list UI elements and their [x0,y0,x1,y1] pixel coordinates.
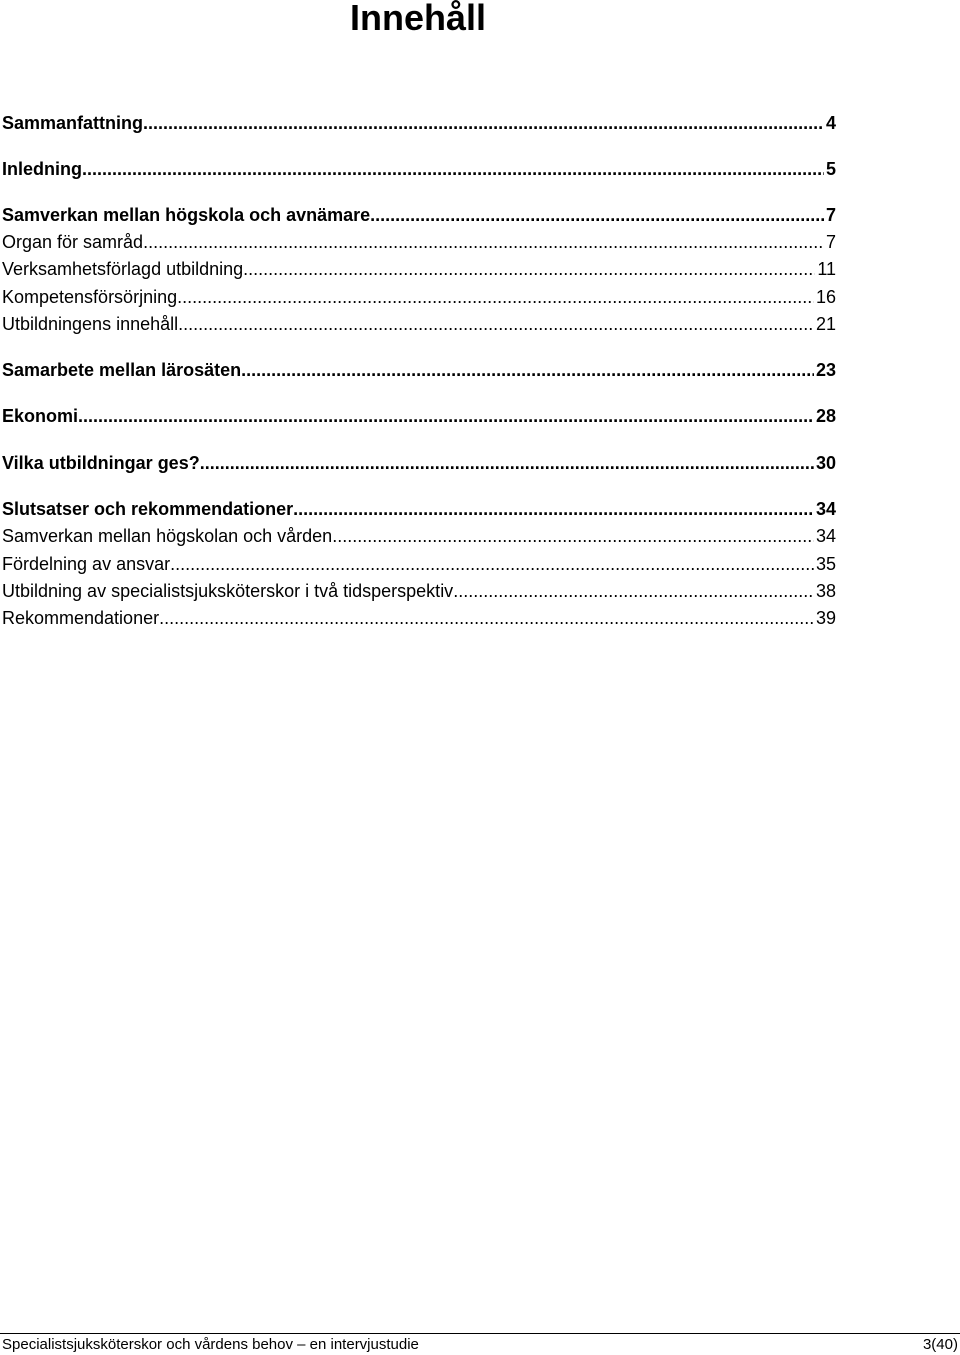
toc-dot-leader [82,158,824,180]
toc-entry-label: Samverkan mellan högskola och avnämare [2,205,371,225]
toc-dot-leader [453,580,814,602]
toc-entry-label: Verksamhetsförlagd utbildning [2,259,244,279]
toc-entry-page: 30 [815,453,836,473]
toc-entry-page: 38 [815,581,836,601]
toc-entry-label: Inledning [2,159,82,179]
toc-entry-page: 21 [815,314,836,334]
page-title: Innehåll [349,0,487,38]
toc-entry-vilka-utbildningar[interactable] [2,452,836,474]
toc-dot-leader [241,359,814,381]
toc-entry-rekommendationer[interactable] [2,607,836,629]
toc-entry-label: Ekonomi [2,406,79,426]
toc-entry-label: Organ för samråd [2,232,144,252]
toc-entry-utbildning-tidsperspektiv[interactable] [2,580,836,602]
toc-entry-fordelning-av-ansvar[interactable] [2,553,836,575]
toc-dot-leader [293,498,814,520]
toc-entry-samverkan-hogskolan-varden[interactable] [2,525,836,547]
toc-entry-label: Sammanfattning [2,113,144,133]
toc-entry-label: Fördelning av ansvar [2,554,171,574]
toc-entry-page: 34 [815,526,836,546]
toc-dot-leader [200,452,814,474]
toc-entry-utbildningens-innehall[interactable] [2,313,836,335]
toc-dot-leader [159,607,814,629]
footer-document-title: Specialistsjuksköterskor och vårdens behov – en intervjustudie [2,1336,419,1353]
toc-dot-leader [243,258,815,280]
toc-entry-organ-for-samrad[interactable] [2,231,836,253]
toc-entry-label: Samarbete mellan lärosäten [2,360,242,380]
toc-dot-leader [78,405,814,427]
toc-dot-leader [177,286,814,308]
toc-entry-sammanfattning[interactable] [2,112,836,134]
toc-entry-label: Slutsatser och rekommendationer [2,499,294,519]
toc-entry-label: Vilka utbildningar ges? [2,453,200,473]
toc-entry-samverkan-hogskola-avnamare[interactable] [2,204,836,226]
toc-entry-label: Utbildning av specialistsjuksköterskor i två tidsperspektiv [2,581,454,601]
toc-entry-page: 7 [825,232,836,252]
toc-entry-page: 28 [815,406,836,426]
toc-dot-leader [143,112,824,134]
toc-entry-verksamhetsforlagd-utbildning[interactable] [2,258,836,280]
toc-entry-page: 39 [815,608,836,628]
toc-entry-label: Utbildningens innehåll [2,314,179,334]
footer-rule [0,1333,960,1334]
toc-dot-leader [143,231,824,253]
toc-dot-leader [178,313,814,335]
toc-entry-page: 7 [825,205,836,225]
toc-dot-leader [170,553,814,575]
toc-entry-kompetensforsorjning[interactable] [2,286,836,308]
toc-entry-page: 4 [825,113,836,133]
toc-entry-ekonomi[interactable] [2,405,836,427]
toc-entry-label: Rekommendationer [2,608,160,628]
toc-dot-leader [370,204,824,226]
toc-entry-label: Samverkan mellan högskolan och vården [2,526,333,546]
toc-entry-label: Kompetensförsörjning [2,287,178,307]
toc-entry-page: 23 [815,360,836,380]
toc-entry-page: 11 [817,259,836,279]
toc-dot-leader [332,525,814,547]
toc-entry-slutsatser[interactable] [2,498,836,520]
toc-entry-page: 5 [825,159,836,179]
footer-page-number: 3(40) [922,1336,958,1353]
toc-entry-page: 35 [815,554,836,574]
page-footer [2,1335,958,1355]
toc-entry-samarbete-larosaten[interactable] [2,359,836,381]
toc-entry-inledning[interactable] [2,158,836,180]
toc-entry-page: 16 [815,287,836,307]
toc-entry-page: 34 [815,499,836,519]
